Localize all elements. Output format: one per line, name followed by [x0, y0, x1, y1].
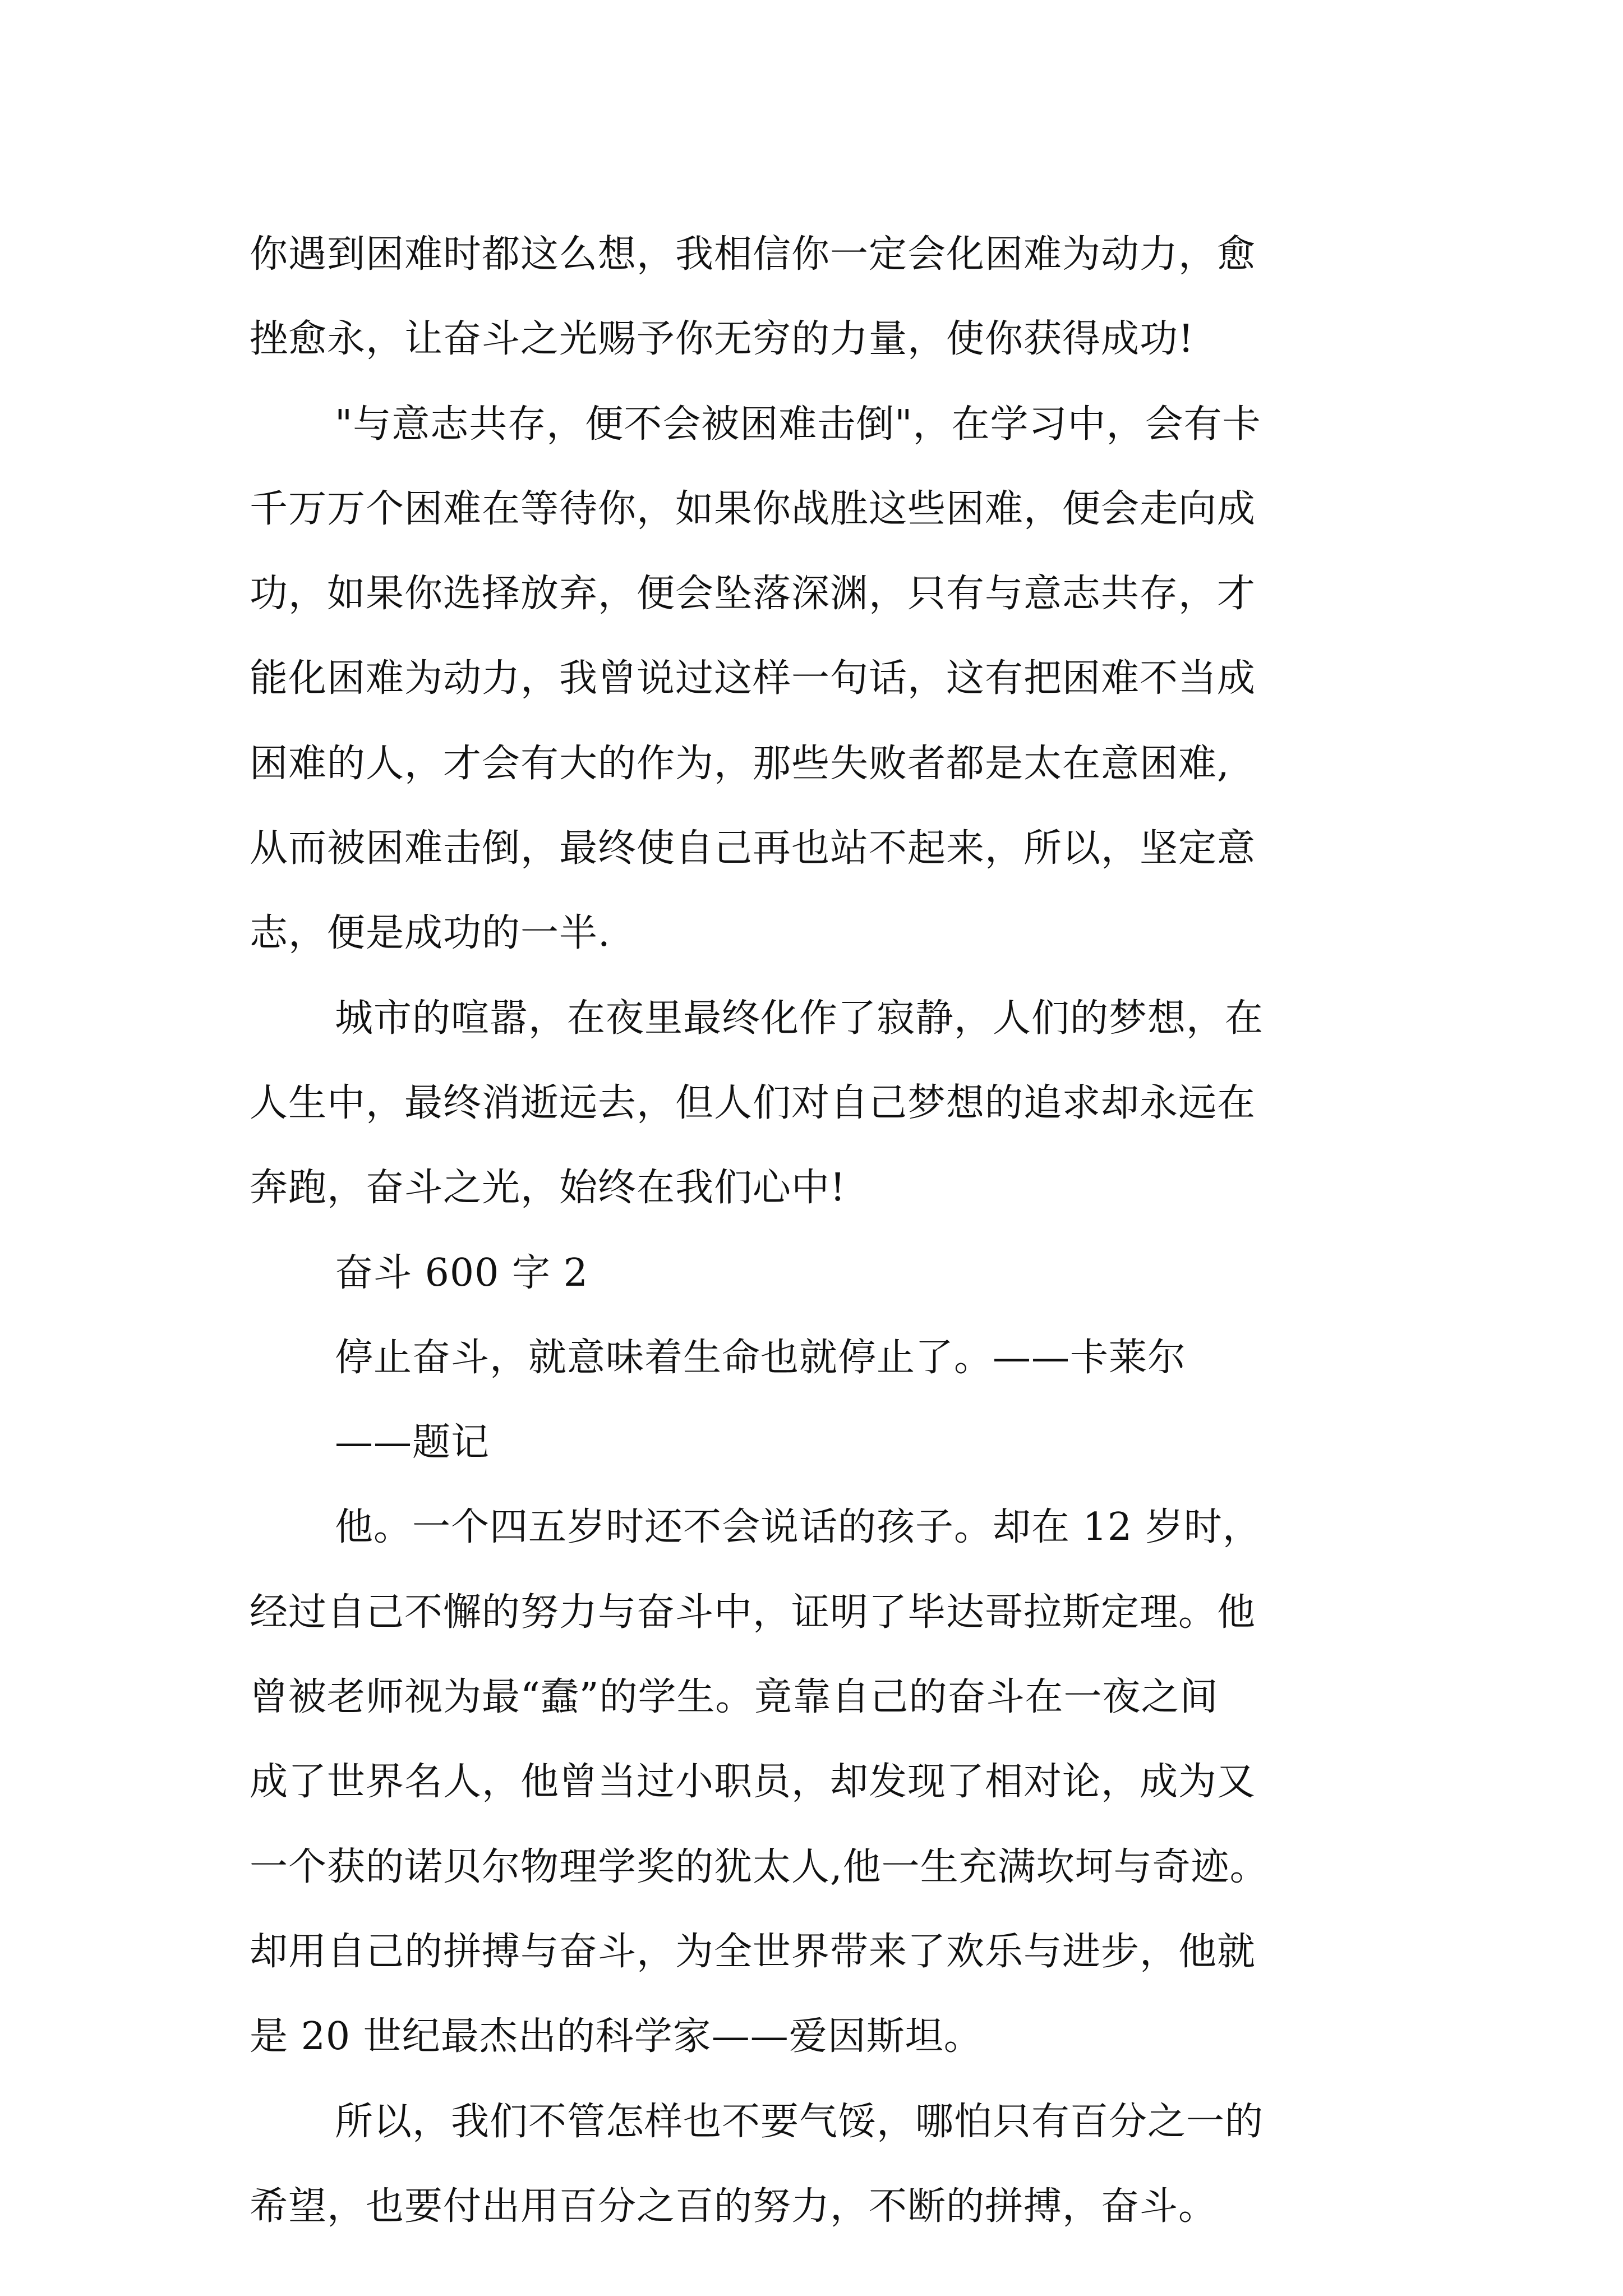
document-body [250, 212, 1394, 2249]
text-line: 从而被困难击倒，最终使自己再也站不起来，所以，坚定意 [250, 826, 1256, 871]
text-line: 困难的人，才会有大的作为，那些失败者都是太在意困难, [250, 741, 1230, 786]
text-line: 他。一个四五岁时还不会说话的孩子。却在 12 岁时， [335, 1505, 1261, 1550]
text-line: 能化困难为动力，我曾说过这样一句话，这有把困难不当成 [250, 656, 1256, 701]
text-line: 却用自己的拼搏与奋斗，为全世界带来了欢乐与进步，他就 [250, 1929, 1256, 1974]
epigraph-label: ——题记 [335, 1420, 490, 1465]
text-line: 人生中，最终消逝远去，但人们对自己梦想的追求却永远在 [250, 1080, 1256, 1125]
text-line: 千万万个困难在等待你，如果你战胜这些困难，便会走向成 [250, 486, 1256, 531]
text-line: "与意志共存，便不会被困难击倒"，在学习中，会有卡 [335, 402, 1261, 447]
text-line: 曾被老师视为最“蠢”的学生。竟靠自己的奋斗在一夜之间 [250, 1675, 1219, 1720]
text-line: 一个获的诺贝尔物理学奖的犹太人,他一生充满坎坷与奇迹。 [250, 1844, 1269, 1889]
text-line: 你遇到困难时都这么想，我相信你一定会化困难为动力，愈 [250, 232, 1256, 277]
text-line: 挫愈永，让奋斗之光赐予你无穷的力量，使你获得成功! [250, 317, 1195, 362]
text-line: 成了世界名人，他曾当过小职员，却发现了相对论，成为又 [250, 1760, 1256, 1805]
text-line: 志，便是成功的一半. [250, 911, 611, 956]
epigraph-quote: 停止奋斗，就意味着生命也就停止了。——卡莱尔 [335, 1335, 1187, 1380]
text-line: 奔跑，奋斗之光，始终在我们心中! [250, 1166, 846, 1211]
text-line: 城市的喧嚣，在夜里最终化作了寂静，人们的梦想，在 [335, 996, 1264, 1041]
text-line: 所以，我们不管怎样也不要气馁，哪怕只有百分之一的 [335, 2099, 1264, 2144]
text-line: 经过自己不懈的努力与奋斗中，证明了毕达哥拉斯定理。他 [250, 1590, 1256, 1635]
text-line: 功，如果你选择放弃，便会坠落深渊，只有与意志共存，才 [250, 572, 1256, 616]
section-heading: 奋斗 600 字 2 [335, 1250, 588, 1295]
text-line: 是 20 世纪最杰出的科学家——爱因斯坦。 [250, 2014, 983, 2059]
text-line: 希望，也要付出用百分之百的努力，不断的拼搏，奋斗。 [250, 2184, 1218, 2229]
